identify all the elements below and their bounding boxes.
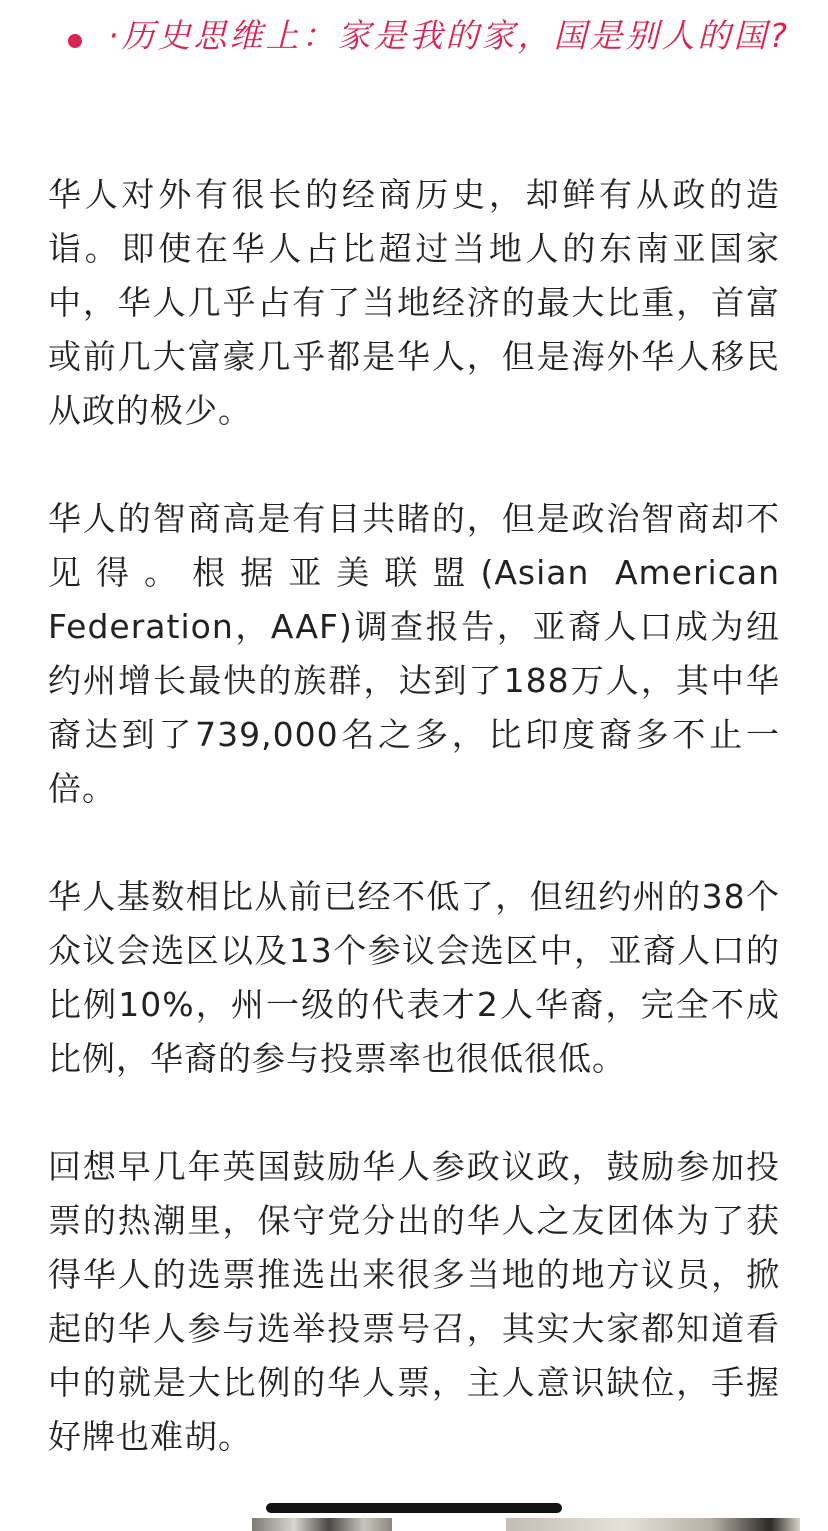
article-paragraph: 华人的智商高是有目共睹的，但是政治智商却不见得。根据亚美联盟(Asian American Federation，AAF)调查报告，亚裔人口成为纽约州增长最快的族群，达到了188万人，其中华裔达到了739,000名之多，比印度裔多不止一倍。 [48,499,780,808]
article-paragraph: 回想早几年英国鼓励华人参政议政，鼓励参加投票的热潮里，保守党分出的华人之友团体为了获得华人的选票推选出来很多当地的地方议员，掀起的华人参与选举投票号召，其实大家都知道看中的就是大比例的华人票，主人意识缺位，手握好牌也难胡。 [48,1147,780,1456]
section-heading: ·历史思维上：家是我的家，国是别人的国? [108,16,791,55]
bullet-dot-icon [68,34,82,48]
article-paragraph: 华人对外有很长的经商历史，却鲜有从政的造诣。即使在华人占比超过当地人的东南亚国家中，华人几乎占有了当地经济的最大比重，首富或前几大富豪几乎都是华人，但是海外华人移民从政的极少。 [48,175,780,430]
article-image-right-peek [506,1518,800,1531]
heading-bullet-item [0,8,828,108]
article-image-left-peek [252,1518,392,1531]
home-indicator-bar[interactable] [266,1503,562,1513]
article-paragraph: 华人基数相比从前已经不低了，但纽约州的38个众议会选区以及13个参议会选区中，亚裔人口的比例10%，州一级的代表才2人华裔，完全不成比例，华裔的参与投票率也很低很低。 [48,877,780,1078]
